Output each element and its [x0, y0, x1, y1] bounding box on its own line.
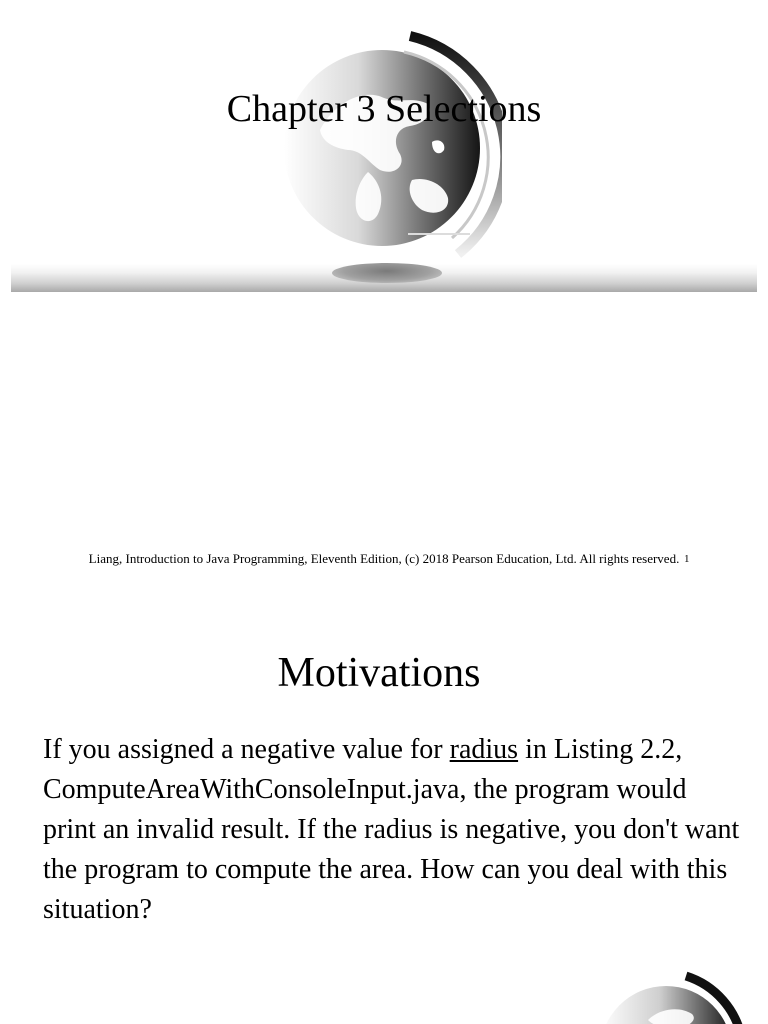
globe-icon — [282, 30, 502, 290]
globe-icon — [588, 970, 748, 1024]
radius-term: radius — [449, 734, 519, 765]
body-text-part: in Listing 2.2, ComputeAreaWithConsoleInput.java, the program would print an invalid result. If the radius is negative, you don't want the program to compute the area. How can you deal with this situation? — [43, 734, 740, 925]
copyright-footer: Liang, Introduction to Java Programming, Eleventh Edition, (c) 2018 Pearson Education, Ltd. All rights reserved. — [88, 551, 680, 566]
body-text-part: If you assigned a negative value for — [43, 734, 450, 765]
globe-base — [332, 263, 442, 283]
body-text — [43, 730, 743, 930]
motivations-slide — [0, 584, 768, 1024]
page-number: 1 — [684, 553, 690, 565]
slide-title: Motivations — [277, 650, 481, 696]
slide-title: Chapter 3 Selections — [226, 88, 542, 130]
